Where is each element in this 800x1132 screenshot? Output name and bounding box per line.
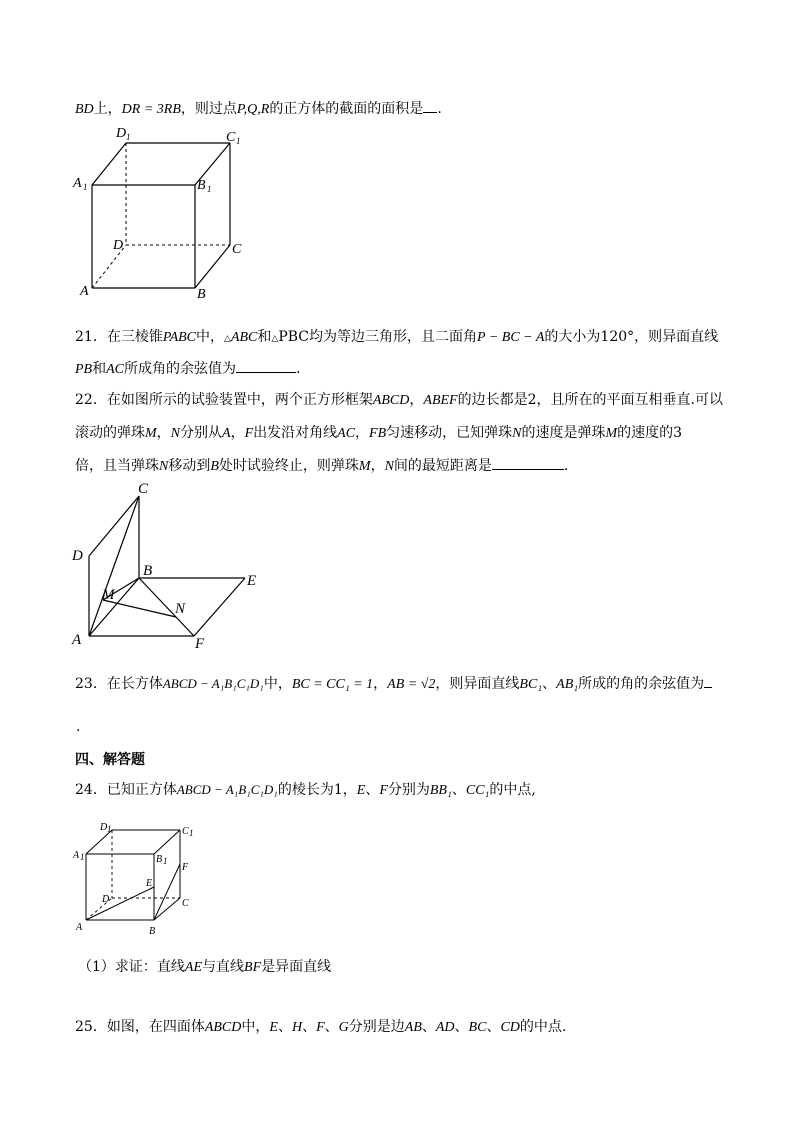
- q23-answer-blank: [704, 673, 712, 688]
- label-b: B: [143, 563, 153, 579]
- q20-text: BD上，DR = 3RB，则过点P,Q,R的正方体的截面的面积是 .: [75, 98, 442, 120]
- edge-bc: [195, 245, 230, 288]
- svg-text:1: 1: [80, 852, 85, 862]
- q21-answer-blank: [236, 358, 296, 373]
- q20-bd: BD: [75, 102, 94, 117]
- edge-ef: [194, 578, 245, 636]
- label-d: D: [113, 238, 124, 253]
- label-c: C: [138, 481, 149, 497]
- triangle-icon: △: [224, 334, 231, 344]
- q20-answer-blank: [423, 98, 437, 113]
- label-d1: D: [100, 822, 108, 833]
- label-b1: B: [197, 178, 206, 193]
- label-b: B: [149, 926, 156, 937]
- segment-ae: [86, 887, 154, 920]
- q23-dot: .: [76, 719, 81, 735]
- svg-text:1: 1: [163, 856, 168, 866]
- perpendicular-squares-figure: [68, 478, 288, 652]
- diag-ac: [89, 496, 139, 636]
- edge-a1d1: [92, 143, 126, 185]
- cube-figure-2: [72, 820, 212, 940]
- q24-part1: （1）求证：直线AE与直线BF是异面直线: [78, 959, 332, 975]
- label-a1: A: [73, 850, 80, 861]
- svg-text:1: 1: [189, 828, 194, 838]
- q22-line3: 倍，且当弹珠N移动到B处时试验终止，则弹珠M，N间的最短距离是 .: [75, 455, 568, 477]
- label-c: C: [232, 242, 242, 257]
- label-a: A: [80, 284, 89, 299]
- label-e: E: [146, 878, 153, 889]
- edge-bc: [154, 898, 180, 920]
- label-c1: C: [182, 826, 189, 837]
- q21-line2: PB和AC所成角的余弦值为 .: [75, 358, 300, 380]
- label-a: A: [72, 632, 82, 648]
- edge-dc: [89, 496, 139, 556]
- q22-line1: 22．在如图所示的试验装置中，两个正方形框架ABCD，ABEF的边长都是2，且所在的平面互相垂直.可以: [75, 392, 723, 408]
- q22-line2: 滚动的弹珠M，N分别从A，F出发沿对角线AC，FB匀速移动，已知弹珠N的速度是弹珠M的速度的3: [75, 425, 683, 441]
- section-heading: 四、解答题: [75, 752, 145, 768]
- q21-line1: 21．在三棱锥PABC中，△ABC和△PBC均为等边三角形，且二面角P − BC − A的大小为120°，则异面直线: [75, 329, 719, 345]
- svg-text:1: 1: [236, 136, 241, 146]
- q22-answer-blank: [492, 455, 564, 470]
- label-n: N: [175, 601, 186, 617]
- label-c1: C: [226, 130, 236, 145]
- q25-line: 25．如图，在四面体ABCD中，E、H、F、G分别是边AB、AD、BC、CD的中点.: [75, 1019, 567, 1035]
- svg-text:1: 1: [83, 182, 88, 192]
- diag-bf: [139, 578, 194, 636]
- q23-line: 23．在长方体ABCD − A₁B₁C₁D₁中，BC = CC₁ = 1，AB = √2，则异面直线BC₁、AB₁所成的角的余弦值为: [75, 673, 712, 695]
- label-d: D: [102, 894, 110, 905]
- svg-text:1: 1: [126, 132, 131, 142]
- label-f: F: [195, 636, 205, 652]
- label-b1: B: [156, 854, 163, 865]
- label-d1: D: [116, 126, 127, 141]
- edge-b1c1: [154, 830, 180, 854]
- label-c: C: [182, 898, 189, 909]
- cube-figure-1: [70, 125, 270, 305]
- svg-text:1: 1: [207, 184, 212, 194]
- q24-line: 24．已知正方体ABCD − A₁B₁C₁D₁的棱长为1，E、F分别为BB₁、CC₁的中点,: [75, 782, 536, 798]
- segment-bf: [154, 864, 180, 920]
- label-e: E: [247, 573, 257, 589]
- label-a1: A: [73, 176, 82, 191]
- label-d: D: [72, 548, 83, 564]
- svg-text:1: 1: [107, 824, 112, 834]
- label-f: F: [182, 862, 189, 873]
- q20-math: DR = 3RB: [121, 102, 181, 117]
- label-a: A: [76, 922, 83, 933]
- label-b: B: [197, 287, 206, 302]
- triangle-icon: △: [271, 334, 279, 344]
- q20-points: P,Q,R: [236, 102, 270, 117]
- label-m: M: [102, 587, 115, 603]
